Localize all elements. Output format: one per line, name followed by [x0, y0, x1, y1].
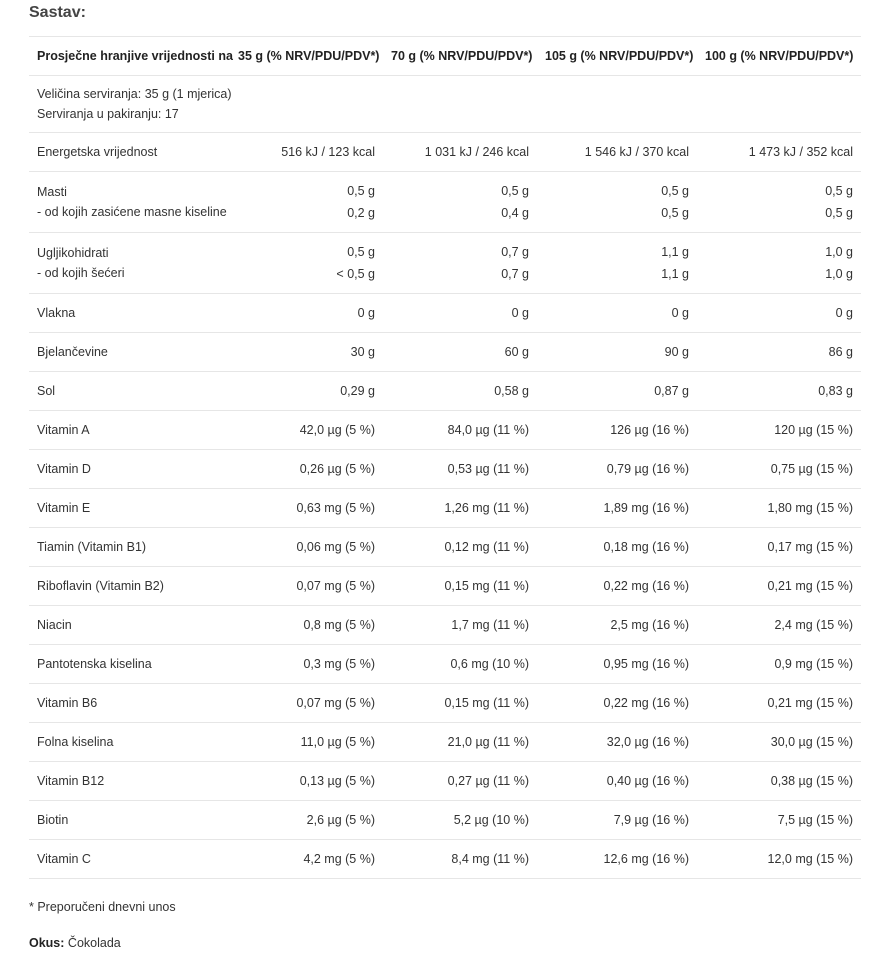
nutrient-label: Tiamin (Vitamin B1) [37, 540, 147, 554]
nutrient-value-cell [697, 606, 861, 645]
nutrient-value-cell [697, 684, 861, 723]
nutrient-value-cell [697, 294, 861, 333]
nutrient-label: Riboflavin (Vitamin B2) [37, 579, 164, 593]
nutrient-value: 0 g [835, 306, 853, 320]
nutrient-value: 7,5 µg (15 %) [777, 813, 853, 827]
nutrient-label-cell [29, 840, 230, 879]
nutrient-value: 0,6 mg (10 %) [450, 657, 529, 671]
nutrient-value-cell [537, 606, 697, 645]
table-header-row [29, 37, 861, 76]
nutrient-value: 0,5 g [661, 206, 689, 220]
flavor-value: Čokolada [67, 936, 121, 950]
nutrient-label-cell [29, 333, 230, 372]
nutrient-value-cell [230, 372, 383, 411]
nutrient-value: 0,58 g [494, 384, 529, 398]
nutrient-label-cell [29, 294, 230, 333]
nutrient-value: 1,0 g [825, 245, 853, 259]
nutrient-value-cell [697, 450, 861, 489]
nutrient-value: 90 g [664, 345, 689, 359]
nutrient-value: 0,5 g [347, 184, 375, 198]
nutrient-value-cell [383, 233, 537, 294]
table-row [29, 567, 861, 606]
table-row [29, 233, 861, 294]
nutrient-value-cell [537, 333, 697, 372]
header-35g: 35 g (% NRV/PDU/PDV*) [230, 37, 383, 76]
nutrient-value: 0 g [671, 306, 689, 320]
nutrient-value: 516 kJ / 123 kcal [281, 145, 375, 159]
nutrient-value-cell [537, 489, 697, 528]
nutrient-value: 42,0 µg (5 %) [299, 423, 375, 437]
nutrient-value-cell [537, 411, 697, 450]
table-row [29, 411, 861, 450]
nutrient-value-cell [537, 172, 697, 233]
nutrient-value-cell [383, 133, 537, 172]
nutrient-value-cell [537, 450, 697, 489]
nutrient-value-cell [383, 723, 537, 762]
nutrient-label: Energetska vrijednost [37, 145, 158, 159]
nutrient-value-cell [537, 762, 697, 801]
nutrient-value-cell [697, 723, 861, 762]
nutrient-value: 0,15 mg (11 %) [444, 579, 529, 593]
nutrient-value-cell [230, 684, 383, 723]
nutrient-value-cell [697, 567, 861, 606]
nutrient-value: 12,0 mg (15 %) [767, 852, 853, 866]
nutrient-value: 7,9 µg (16 %) [613, 813, 689, 827]
table-row [29, 333, 861, 372]
nutrient-value-cell [537, 801, 697, 840]
nutrient-value-cell [230, 133, 383, 172]
table-row [29, 723, 861, 762]
nutrient-value-cell [230, 450, 383, 489]
nutrient-label: Vitamin D [37, 462, 91, 476]
nutrient-value-cell [230, 233, 383, 294]
nutrient-value-cell [697, 172, 861, 233]
nutrient-label-cell [29, 801, 230, 840]
nutrient-value-cell [697, 233, 861, 294]
nutrient-value-cell [537, 684, 697, 723]
nutrition-table [29, 36, 861, 879]
nutrient-value-cell [697, 133, 861, 172]
table-row [29, 645, 861, 684]
nutrient-label: Bjelančevine [37, 345, 108, 359]
nutrient-value: 0,2 g [347, 206, 375, 220]
nutrient-value: 12,6 mg (16 %) [603, 852, 689, 866]
nutrient-value: 4,2 mg (5 %) [303, 852, 375, 866]
nutrient-value: 0 g [357, 306, 375, 320]
table-row [29, 684, 861, 723]
nutrient-label: - od kojih šećeri [37, 266, 125, 280]
nutrient-value: 0,29 g [340, 384, 375, 398]
nutrient-value: 0,21 mg (15 %) [767, 579, 853, 593]
header-105g: 105 g (% NRV/PDU/PDV*) [537, 37, 697, 76]
table-row [29, 133, 861, 172]
table-row [29, 840, 861, 879]
nutrient-value: 60 g [504, 345, 529, 359]
nutrient-label: Vitamin E [37, 501, 91, 515]
header-nutrient: Prosječne hranjive vrijednosti na [29, 37, 230, 76]
header-100g: 100 g (% NRV/PDU/PDV*) [697, 37, 861, 76]
nutrient-value: 0,5 g [825, 184, 853, 198]
nutrient-value-cell [383, 489, 537, 528]
nutrient-value-cell [230, 801, 383, 840]
nutrient-value-cell [383, 528, 537, 567]
nutrient-value: 5,2 µg (10 %) [453, 813, 529, 827]
nutrient-value: 2,6 µg (5 %) [306, 813, 375, 827]
nutrient-value: 1 473 kJ / 352 kcal [748, 145, 853, 159]
serving-info-row [29, 76, 861, 133]
nutrient-value-cell [230, 723, 383, 762]
nutrient-value-cell [383, 372, 537, 411]
table-row [29, 762, 861, 801]
nutrient-value-cell [383, 294, 537, 333]
footnote: * Preporučeni dnevni unos [29, 900, 176, 914]
nutrient-label-cell [29, 233, 230, 294]
nutrient-value: 0,26 µg (5 %) [299, 462, 375, 476]
nutrient-value: 1,80 mg (15 %) [767, 501, 853, 515]
nutrient-value-cell [230, 333, 383, 372]
nutrient-value: 21,0 µg (11 %) [447, 735, 529, 749]
header-70g: 70 g (% NRV/PDU/PDV*) [383, 37, 537, 76]
nutrient-value: 0,5 g [347, 245, 375, 259]
nutrient-value-cell [697, 333, 861, 372]
nutrient-label: Niacin [37, 618, 72, 632]
nutrient-value: 0,87 g [654, 384, 689, 398]
nutrient-value-cell [383, 840, 537, 879]
nutrient-value-cell [230, 606, 383, 645]
nutrient-value: 2,4 mg (15 %) [774, 618, 853, 632]
nutrient-value: 11,0 µg (5 %) [300, 735, 375, 749]
nutrient-label: Vitamin B6 [37, 696, 98, 710]
nutrient-value: 32,0 µg (16 %) [606, 735, 689, 749]
nutrient-value: 0,5 g [825, 206, 853, 220]
nutrient-value-cell [230, 411, 383, 450]
nutrient-value-cell [537, 840, 697, 879]
nutrient-value-cell [230, 172, 383, 233]
nutrient-value-cell [230, 567, 383, 606]
nutrient-label: - od kojih zasićene masne kiseline [37, 205, 227, 219]
nutrient-value: 0,06 mg (5 %) [296, 540, 375, 554]
nutrient-value: 0,3 mg (5 %) [303, 657, 375, 671]
nutrient-value: 0,38 µg (15 %) [770, 774, 853, 788]
nutrient-label: Vitamin C [37, 852, 91, 866]
nutrient-label: Sol [37, 384, 56, 398]
nutrient-value: 0,83 g [818, 384, 853, 398]
nutrient-label-cell [29, 172, 230, 233]
nutrient-value: 84,0 µg (11 %) [447, 423, 529, 437]
nutrient-value-cell [537, 567, 697, 606]
nutrient-value: 126 µg (16 %) [610, 423, 689, 437]
nutrient-value: 0,40 µg (16 %) [606, 774, 689, 788]
nutrient-value: 0,07 mg (5 %) [296, 696, 375, 710]
nutrient-value: 0,8 mg (5 %) [303, 618, 375, 632]
nutrient-value: 8,4 mg (11 %) [451, 852, 529, 866]
nutrient-value-cell [230, 645, 383, 684]
nutrient-value: 0,17 mg (15 %) [767, 540, 853, 554]
nutrient-value: 0,15 mg (11 %) [444, 696, 529, 710]
table-row [29, 489, 861, 528]
serving-info [29, 76, 861, 133]
nutrient-value: 0,5 g [501, 184, 529, 198]
flavor [29, 936, 121, 950]
table-row [29, 801, 861, 840]
nutrient-label-cell [29, 567, 230, 606]
nutrient-value-cell [537, 233, 697, 294]
nutrient-value-cell [537, 723, 697, 762]
nutrient-label-cell [29, 411, 230, 450]
nutrient-value: 1,26 mg (11 %) [444, 501, 529, 515]
table-row [29, 450, 861, 489]
table-row [29, 606, 861, 645]
nutrient-value-cell [230, 528, 383, 567]
nutrient-value: 0,27 µg (11 %) [447, 774, 529, 788]
nutrient-value-cell [697, 762, 861, 801]
nutrient-value-cell [383, 411, 537, 450]
nutrient-value-cell [383, 762, 537, 801]
nutrient-value: 120 µg (15 %) [774, 423, 853, 437]
nutrient-value-cell [697, 372, 861, 411]
nutrient-value-cell [383, 684, 537, 723]
nutrient-value-cell [383, 333, 537, 372]
nutrient-label: Masti [37, 185, 67, 199]
nutrient-value-cell [230, 762, 383, 801]
nutrient-value-cell [537, 133, 697, 172]
nutrient-value: 86 g [828, 345, 853, 359]
table-row [29, 172, 861, 233]
nutrient-value: 0,9 mg (15 %) [774, 657, 853, 671]
nutrient-value-cell [537, 372, 697, 411]
nutrient-value: 0,21 mg (15 %) [767, 696, 853, 710]
nutrient-value: 1,1 g [661, 245, 689, 259]
nutrient-value: 0,4 g [501, 206, 529, 220]
nutrient-value-cell [230, 294, 383, 333]
nutrient-value-cell [697, 528, 861, 567]
nutrient-value: 0,95 mg (16 %) [603, 657, 689, 671]
nutrient-value-cell [383, 801, 537, 840]
nutrient-value: 0,13 µg (5 %) [299, 774, 375, 788]
nutrient-value-cell [697, 645, 861, 684]
nutrient-value: 1 546 kJ / 370 kcal [584, 145, 689, 159]
nutrient-value-cell [383, 606, 537, 645]
nutrient-value-cell [230, 489, 383, 528]
nutrient-value: 0,22 mg (16 %) [603, 696, 689, 710]
nutrient-value: 0,18 mg (16 %) [603, 540, 689, 554]
table-row [29, 294, 861, 333]
nutrient-label-cell [29, 450, 230, 489]
nutrient-value: 1,1 g [661, 267, 689, 281]
nutrient-label: Vitamin B12 [37, 774, 105, 788]
nutrient-value: 0 g [511, 306, 529, 320]
table-row [29, 372, 861, 411]
nutrient-value-cell [697, 840, 861, 879]
nutrient-value: 1,89 mg (16 %) [603, 501, 689, 515]
nutrient-value: 1 031 kJ / 246 kcal [424, 145, 529, 159]
nutrient-label-cell [29, 645, 230, 684]
nutrient-value-cell [383, 172, 537, 233]
nutrient-value-cell [697, 489, 861, 528]
nutrient-label: Biotin [37, 813, 69, 827]
nutrient-label-cell [29, 723, 230, 762]
nutrient-label: Vlakna [37, 306, 76, 320]
nutrient-value-cell [697, 801, 861, 840]
section-title: Sastav: [29, 4, 86, 21]
nutrient-label: Vitamin A [37, 423, 90, 437]
nutrient-label: Pantotenska kiselina [37, 657, 152, 671]
nutrient-value: 30,0 µg (15 %) [770, 735, 853, 749]
nutrient-value-cell [697, 411, 861, 450]
nutrient-value: 0,53 µg (11 %) [447, 462, 529, 476]
nutrient-value: 0,7 g [501, 267, 529, 281]
nutrient-value: 0,22 mg (16 %) [603, 579, 689, 593]
nutrient-value-cell [383, 645, 537, 684]
nutrient-value: 0,79 µg (16 %) [606, 462, 689, 476]
nutrient-label: Folna kiselina [37, 735, 114, 749]
nutrient-value: 0,75 µg (15 %) [770, 462, 853, 476]
nutrient-value-cell [537, 528, 697, 567]
nutrient-label-cell [29, 372, 230, 411]
nutrient-value: 0,7 g [501, 245, 529, 259]
nutrient-value: 1,0 g [825, 267, 853, 281]
nutrient-label-cell [29, 489, 230, 528]
table-row [29, 528, 861, 567]
nutrient-value: 0,5 g [661, 184, 689, 198]
nutrient-value-cell [230, 840, 383, 879]
nutrient-label-cell [29, 133, 230, 172]
nutrient-value-cell [537, 645, 697, 684]
nutrient-label-cell [29, 684, 230, 723]
flavor-label: Okus: [29, 936, 65, 950]
nutrient-value-cell [383, 450, 537, 489]
nutrient-value: < 0,5 g [336, 267, 375, 281]
nutrient-value: 2,5 mg (16 %) [610, 618, 689, 632]
servings-per-package: Serviranja u pakiranju: 17 [37, 107, 179, 121]
nutrient-value: 30 g [350, 345, 375, 359]
nutrient-label: Ugljikohidrati [37, 246, 109, 260]
nutrient-value: 0,63 mg (5 %) [296, 501, 375, 515]
nutrient-value: 0,07 mg (5 %) [296, 579, 375, 593]
nutrient-label-cell [29, 528, 230, 567]
serving-size: Veličina serviranja: 35 g (1 mjerica) [37, 87, 232, 101]
nutrient-value: 0,12 mg (11 %) [444, 540, 529, 554]
nutrient-label-cell [29, 606, 230, 645]
nutrient-value-cell [537, 294, 697, 333]
nutrient-value: 1,7 mg (11 %) [451, 618, 529, 632]
nutrient-label-cell [29, 762, 230, 801]
nutrient-value-cell [383, 567, 537, 606]
